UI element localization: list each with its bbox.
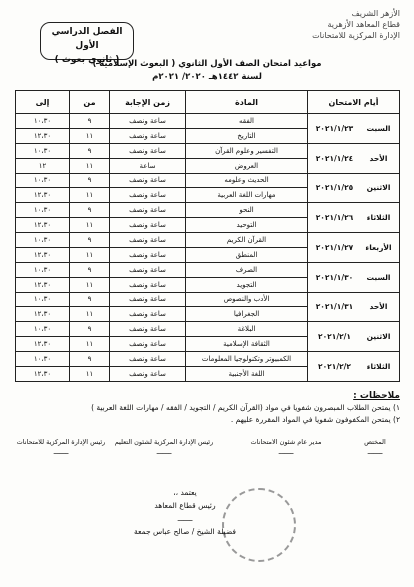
- from-cell: ١١: [70, 247, 110, 262]
- exam-date: ٢٠٢١/١/٢٧: [315, 242, 354, 252]
- title-line-1: مواعيد امتحان الصف الأول الثانوي ( البعوث الإسلامية ): [92, 59, 322, 69]
- subject-cell: البلاغة: [186, 322, 308, 337]
- col-subject: المادة: [186, 91, 308, 114]
- day-cell: [308, 114, 400, 144]
- col-to: إلى: [16, 91, 70, 114]
- table-row: [16, 143, 400, 158]
- from-cell: ١١: [70, 366, 110, 381]
- to-cell: ١٢،٣٠: [16, 128, 70, 143]
- col-duration: زمن الإجابة: [110, 91, 186, 114]
- duration-cell: ساعة ونصف: [110, 366, 186, 381]
- exam-day: الأحد: [369, 302, 388, 312]
- to-cell: ١٢،٣٠: [16, 366, 70, 381]
- col-days: أيام الامتحان: [308, 91, 400, 114]
- table-row: [16, 352, 400, 367]
- subject-cell: التوحيد: [186, 218, 308, 233]
- from-cell: ٩: [70, 262, 110, 277]
- day-cell: [308, 322, 400, 352]
- note-item: ٢) يمتحن المكفوفون شفويا في المواد المقررة عليهم .: [230, 415, 400, 424]
- note-item: ١) يمتحن الطلاب المبصرون شفويا في مواد (القرآن الكريم / التجويد / الفقه / مهارات اللغة العربية ): [91, 403, 400, 412]
- signature-education-head: رئيس الإدارة المركزية لشئون التعليم ـــــ: [114, 438, 214, 457]
- table-row: [16, 233, 400, 248]
- duration-cell: ساعة ونصف: [110, 292, 186, 307]
- from-cell: ٩: [70, 173, 110, 188]
- exam-day: السبت: [366, 123, 391, 133]
- day-cell: [308, 352, 400, 382]
- document-title: [50, 58, 364, 84]
- duration-cell: ساعة ونصف: [110, 262, 186, 277]
- subject-cell: المنطق: [186, 247, 308, 262]
- duration-cell: ساعة ونصف: [110, 188, 186, 203]
- exam-day: السبت: [366, 272, 391, 282]
- signature-exams-director: مدير عام شئون الامتحانات ـــــ: [250, 438, 322, 457]
- to-cell: ١٠،٣٠: [16, 292, 70, 307]
- to-cell: ١٢،٣٠: [16, 337, 70, 352]
- subject-cell: الأدب والنصوص: [186, 292, 308, 307]
- from-cell: ٩: [70, 203, 110, 218]
- duration-cell: ساعة ونصف: [110, 128, 186, 143]
- to-cell: ١٢،٣٠: [16, 188, 70, 203]
- exam-date: ٢٠٢١/٢/٢: [318, 362, 351, 371]
- term-line-1: الفصل الدراسي الأول: [51, 27, 123, 51]
- exam-date: ٢٠٢١/١/٢٣: [315, 123, 354, 133]
- duration-cell: ساعة ونصف: [110, 203, 186, 218]
- to-cell: ١٠،٣٠: [16, 262, 70, 277]
- table-row: [16, 114, 400, 129]
- subject-cell: التجويد: [186, 277, 308, 292]
- to-cell: ١٠،٣٠: [16, 173, 70, 188]
- to-cell: ١٠،٣٠: [16, 322, 70, 337]
- to-cell: ١٢،٣٠: [16, 307, 70, 322]
- from-cell: ١١: [70, 158, 110, 173]
- to-cell: ١٢،٣٠: [16, 218, 70, 233]
- subject-cell: الثقافة الإسلامية: [186, 337, 308, 352]
- title-line-2: لسنة ١٤٤٢هـ ٢٠٢٠/ ٢٠٢١م: [152, 72, 262, 82]
- subject-cell: التاريخ: [186, 128, 308, 143]
- from-cell: ١١: [70, 337, 110, 352]
- exam-date: ٢٠٢١/١/٣٠: [315, 272, 354, 282]
- col-from: من: [70, 91, 110, 114]
- subject-cell: الصرف: [186, 262, 308, 277]
- exam-day: الاثنين: [366, 332, 391, 342]
- exam-day: الأربعاء: [365, 242, 392, 252]
- from-cell: ١١: [70, 128, 110, 143]
- table-row: [16, 262, 400, 277]
- to-cell: ١٠،٣٠: [16, 352, 70, 367]
- duration-cell: ساعة ونصف: [110, 218, 186, 233]
- table-row: [16, 173, 400, 188]
- table-body: [16, 114, 400, 382]
- table-row: [16, 203, 400, 218]
- day-cell: [308, 143, 400, 173]
- term-box: [40, 22, 134, 65]
- table-row: [16, 292, 400, 307]
- approval-block: يعتمد ،، رئيس قطاع المعاهد ـــــ فضيلة الشيخ / صالح عباس جمعة: [133, 488, 237, 536]
- day-cell: [308, 292, 400, 322]
- subject-cell: القرآن الكريم: [186, 233, 308, 248]
- notes-title: ملاحظات :: [353, 391, 400, 401]
- signature-specialist: المختص ـــــ: [364, 438, 386, 457]
- exam-day: الأحد: [369, 153, 388, 163]
- notes-section: [15, 390, 400, 426]
- to-cell: ١٢،٣٠: [16, 247, 70, 262]
- subject-cell: مهارات اللغة العربية: [186, 188, 308, 203]
- subject-cell: الحديث وعلومه: [186, 173, 308, 188]
- duration-cell: ساعة ونصف: [110, 114, 186, 129]
- subject-cell: العروض: [186, 158, 308, 173]
- subject-cell: النحو: [186, 203, 308, 218]
- day-cell: [308, 203, 400, 233]
- from-cell: ٩: [70, 322, 110, 337]
- exam-day: الثلاثاء: [366, 362, 391, 371]
- exam-date: ٢٠٢١/١/٣١: [315, 302, 354, 312]
- term-line-2: ( ثانوي بعوث ): [54, 55, 120, 65]
- to-cell: ١٢: [16, 158, 70, 173]
- from-cell: ١١: [70, 307, 110, 322]
- subject-cell: التفسير وعلوم القرآن: [186, 143, 308, 158]
- subject-cell: الفقه: [186, 114, 308, 129]
- subject-cell: الكمبيوتر وتكنولوجيا المعلومات: [186, 352, 308, 367]
- to-cell: ١٢،٣٠: [16, 277, 70, 292]
- from-cell: ٩: [70, 352, 110, 367]
- to-cell: ١٠،٣٠: [16, 203, 70, 218]
- exam-day: الاثنين: [366, 183, 391, 193]
- duration-cell: ساعة ونصف: [110, 233, 186, 248]
- from-cell: ١١: [70, 188, 110, 203]
- duration-cell: ساعة ونصف: [110, 307, 186, 322]
- from-cell: ٩: [70, 114, 110, 129]
- duration-cell: ساعة: [110, 158, 186, 173]
- header-line-1: الأزهر الشريف: [351, 9, 400, 18]
- duration-cell: ساعة ونصف: [110, 143, 186, 158]
- exam-date: ٢٠٢١/١/٢٥: [315, 183, 354, 193]
- subject-cell: الجغرافيا: [186, 307, 308, 322]
- from-cell: ٩: [70, 233, 110, 248]
- day-cell: [308, 233, 400, 263]
- signature-exams-head: رئيس الإدارة المركزية للامتحانات ـــــ: [16, 438, 106, 457]
- exam-date: ٢٠٢١/١/٢٤: [315, 153, 354, 163]
- from-cell: ١١: [70, 218, 110, 233]
- institution-header: [250, 8, 400, 41]
- duration-cell: ساعة ونصف: [110, 352, 186, 367]
- exam-date: ٢٠٢١/١/٢٦: [315, 213, 354, 223]
- exam-date: ٢٠٢١/٢/١: [318, 332, 351, 342]
- duration-cell: ساعة ونصف: [110, 247, 186, 262]
- duration-cell: ساعة ونصف: [110, 322, 186, 337]
- from-cell: ٩: [70, 292, 110, 307]
- day-cell: [308, 173, 400, 203]
- duration-cell: ساعة ونصف: [110, 277, 186, 292]
- duration-cell: ساعة ونصف: [110, 337, 186, 352]
- from-cell: ١١: [70, 277, 110, 292]
- exam-day: الثلاثاء: [366, 213, 391, 223]
- exam-schedule-table: [15, 90, 400, 382]
- to-cell: ١٠،٣٠: [16, 114, 70, 129]
- day-cell: [308, 262, 400, 292]
- table-row: [16, 322, 400, 337]
- duration-cell: ساعة ونصف: [110, 173, 186, 188]
- from-cell: ٩: [70, 143, 110, 158]
- subject-cell: اللغة الأجنبية: [186, 366, 308, 381]
- table-header-row: [16, 91, 400, 114]
- header-line-2: قطاع المعاهد الأزهرية: [327, 20, 400, 29]
- to-cell: ١٠،٣٠: [16, 233, 70, 248]
- to-cell: ١٠،٣٠: [16, 143, 70, 158]
- header-line-3: الإدارة المركزية للامتحانات: [312, 31, 400, 40]
